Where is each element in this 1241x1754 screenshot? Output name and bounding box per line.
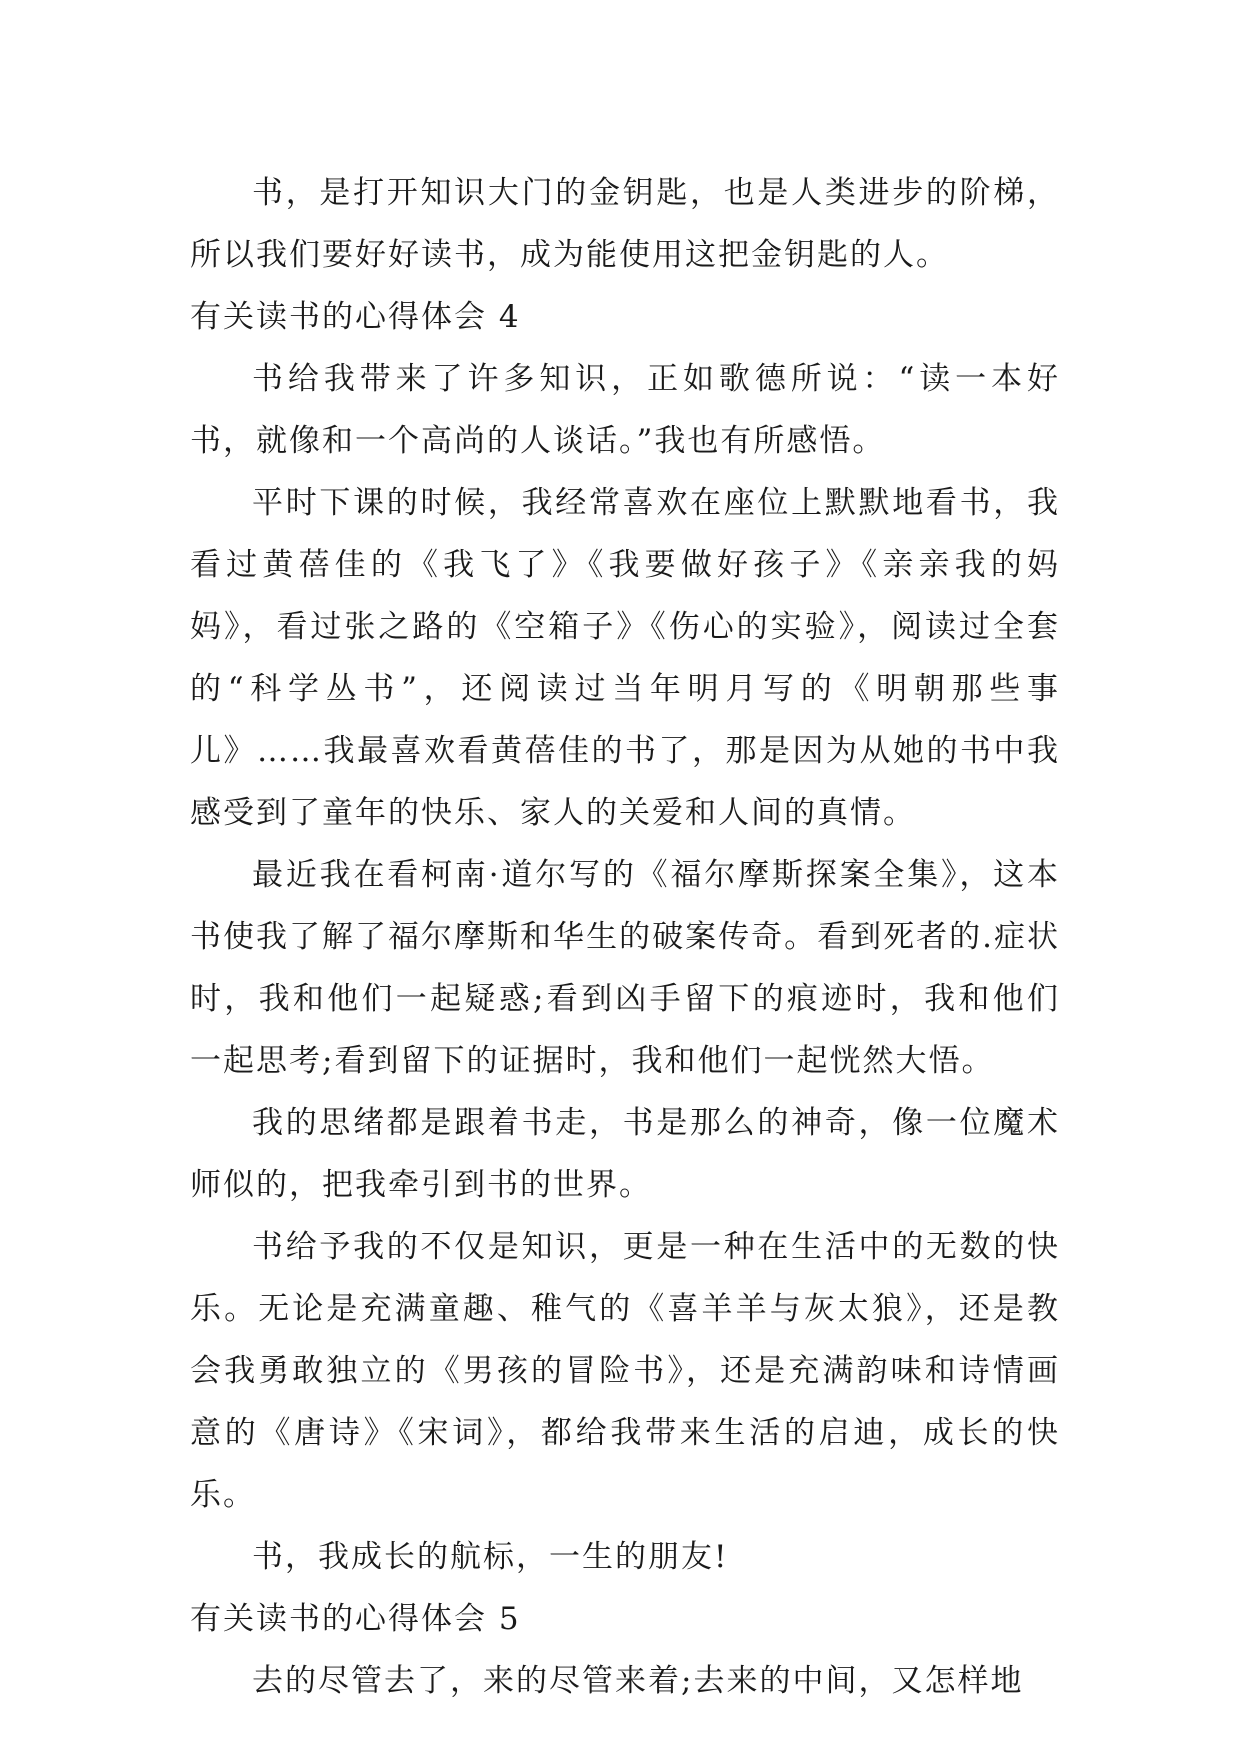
paragraph: 去的尽管去了，来的尽管来着;去来的中间，又怎样地 bbox=[252, 1663, 1024, 1699]
section-heading: 有关读书的心得体会 5 bbox=[190, 1601, 521, 1637]
paragraph: 我的思绪都是跟着书走，书是那么的神奇，像一位魔术师似的，把我牵引到书的世界。 bbox=[190, 1105, 1060, 1203]
document-body bbox=[190, 162, 1060, 1712]
paragraph: 书，我成长的航标，一生的朋友! bbox=[252, 1539, 729, 1575]
paragraph: 平时下课的时候，我经常喜欢在座位上默默地看书，我看过黄蓓佳的《我飞了》《我要做好孩子》《亲亲我的妈妈》，看过张之路的《空箱子》《伤心的实验》，阅读过全套的“科学丛书”，还阅读过当年明月写的《明朝那些事儿》……我最喜欢看黄蓓佳的书了，那是因为从她的书中我感受到了童年的快乐、家人的关爱和人间的真情。 bbox=[190, 485, 1060, 831]
paragraph: 书，是打开知识大门的金钥匙，也是人类进步的阶梯，所以我们要好好读书，成为能使用这把金钥匙的人。 bbox=[190, 175, 1060, 273]
paragraph: 书给我带来了许多知识，正如歌德所说：“读一本好书，就像和一个高尚的人谈话。”我也有所感悟。 bbox=[190, 361, 1060, 459]
paragraph: 最近我在看柯南·道尔写的《福尔摩斯探案全集》，这本书使我了解了福尔摩斯和华生的破案传奇。看到死者的.症状时，我和他们一起疑惑;看到凶手留下的痕迹时，我和他们一起思考;看到留下的证据时，我和他们一起恍然大悟。 bbox=[190, 857, 1060, 1079]
section-heading: 有关读书的心得体会 4 bbox=[190, 299, 521, 335]
paragraph: 书给予我的不仅是知识，更是一种在生活中的无数的快乐。无论是充满童趣、稚气的《喜羊羊与灰太狼》，还是教会我勇敢独立的《男孩的冒险书》，还是充满韵味和诗情画意的《唐诗》《宋词》，都给我带来生活的启迪，成长的快乐。 bbox=[190, 1229, 1060, 1513]
